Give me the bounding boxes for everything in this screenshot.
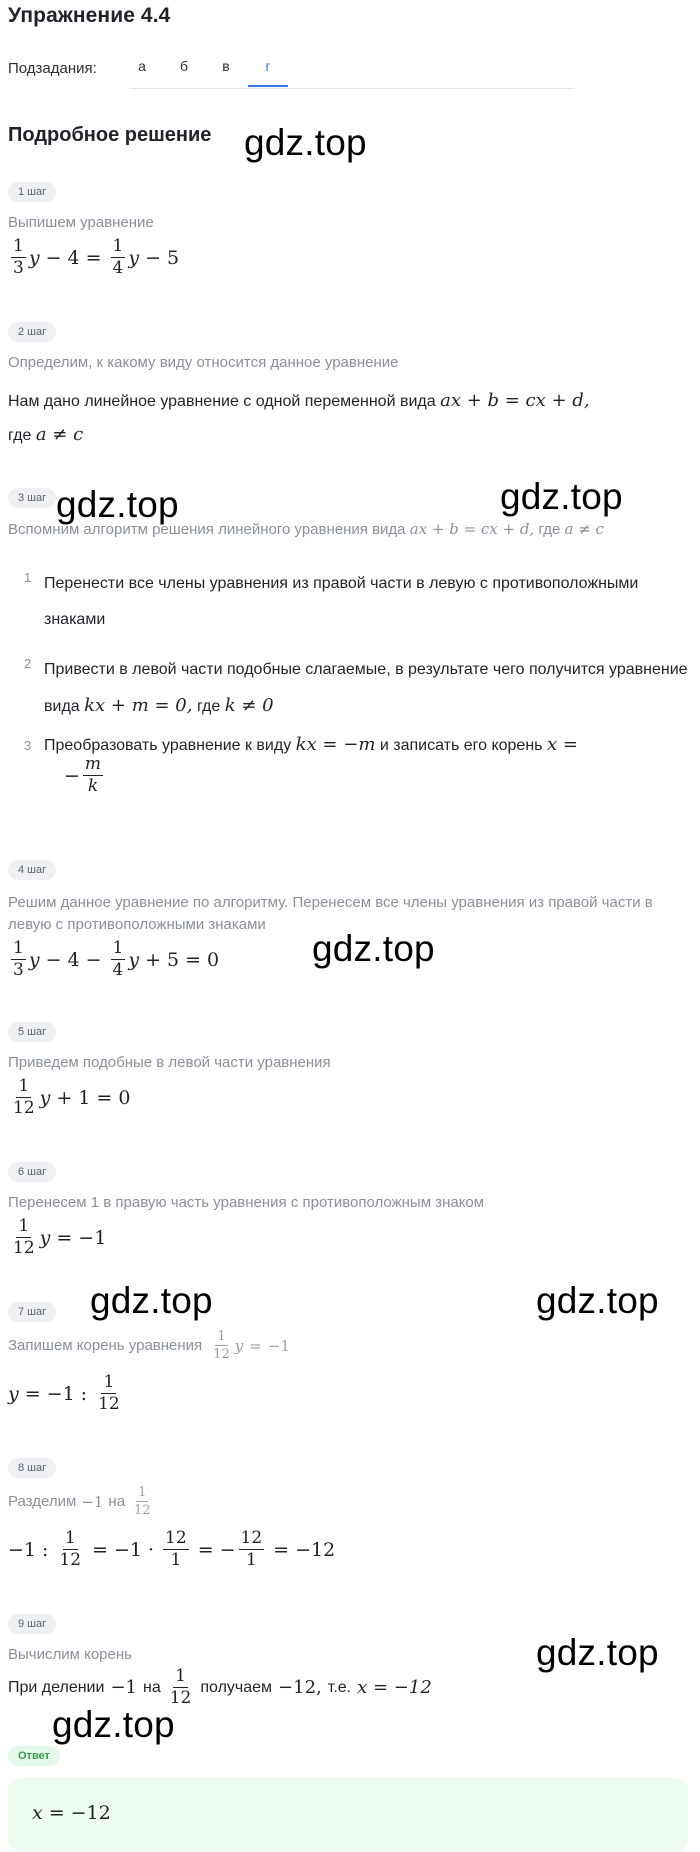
step-formula: $\frac{1}{3}$ y − 4 − $\frac{1}{4}$ y + 5 = 0 — [13, 938, 220, 980]
watermark: gdz.top — [536, 1632, 659, 1673]
step-text: где a ≠ c — [8, 424, 84, 445]
list-formula: − $\frac{m}{k}$ — [64, 754, 102, 796]
step-badge: 5 шаг — [8, 1022, 56, 1042]
subtask-tab-g[interactable]: г — [256, 58, 280, 74]
watermark: gdz.top — [90, 1280, 213, 1321]
step-caption: Вычислим корень — [8, 1646, 132, 1663]
list-number: 2 — [24, 656, 32, 671]
step-caption: Определим, к какому виду относится данное уравнение — [8, 354, 399, 371]
watermark: gdz.top — [52, 1704, 175, 1745]
subtask-tabs — [130, 58, 574, 89]
step-caption: Разделим −1 на $\frac{1}{12}$ — [8, 1485, 151, 1518]
fraction: $\frac{m}{k}$ — [84, 754, 102, 796]
list-number: 3 — [24, 738, 32, 753]
fraction: $\frac{1}{4}$ — [112, 236, 124, 278]
subtask-tab-v[interactable]: в — [222, 58, 230, 74]
step-badge: 9 шаг — [8, 1614, 56, 1634]
watermark: gdz.top — [536, 1280, 659, 1321]
subtask-tab-a[interactable]: а — [138, 58, 146, 74]
solution-title: Подробное решение — [8, 124, 212, 146]
step-caption: Запишем корень уравнения $\frac{1}{12}$ y = −1 — [8, 1329, 290, 1362]
step-badge: 6 шаг — [8, 1162, 56, 1182]
step-formula: −1 : $\frac{1}{12}$ = −1 · $\frac{12}{1}$ = − $\frac{12}{1}$ = −12 — [8, 1528, 336, 1570]
step-caption: Перенесем 1 в правую часть уравнения с противоположным знаком — [8, 1194, 485, 1211]
step-text: Нам дано линейное уравнение с одной переменной вида ax + b = cx + d, — [8, 390, 590, 411]
step-badge: 4 шаг — [8, 860, 56, 880]
step-caption: Приведем подобные в левой части уравнения — [8, 1054, 331, 1071]
watermark: gdz.top — [56, 484, 179, 525]
step-caption: Вспомним алгоритм решения линейного уравнения вида ax + b = cx + d, где a ≠ c — [8, 520, 604, 538]
step-formula: $\frac{1}{12}$ y + 1 = 0 — [13, 1076, 131, 1118]
watermark: gdz.top — [500, 476, 623, 517]
list-item: Привести в левой части подобные слагаемые, в результате чего получится уравнение вида kx + m = 0, где k ≠ 0 — [44, 661, 688, 716]
step-formula: y = −1 : $\frac{1}{12}$ — [8, 1372, 120, 1414]
step-badge: 1 шаг — [8, 182, 56, 202]
step-badge: 8 шаг — [8, 1458, 56, 1478]
step-caption: Выпишем уравнение — [8, 214, 154, 231]
page-title: Упражнение 4.4 — [8, 4, 171, 27]
step-formula: $\frac{1}{3}$ y − 4 = $\frac{1}{4}$ y − 5 — [13, 236, 180, 278]
answer-box — [8, 1778, 688, 1852]
subtasks-label: Подзадания: — [8, 60, 97, 77]
step-badge: 7 шаг — [8, 1302, 56, 1322]
step-formula: $\frac{1}{12}$ y = −1 — [13, 1216, 107, 1258]
answer-formula: x = −12 — [32, 1802, 111, 1824]
list-number: 1 — [24, 570, 32, 585]
list-item: Перенести все члены уравнения из правой части в левую с противоположными знаками — [44, 575, 639, 628]
answer-badge: Ответ — [8, 1746, 60, 1766]
watermark: gdz.top — [244, 122, 367, 163]
step-badge: 3 шаг — [8, 488, 56, 508]
fraction: $\frac{1}{3}$ — [13, 236, 24, 278]
step-text: При делении −1 на $\frac{1}{12}$ получаем −12, т.е. x = −12 — [8, 1666, 432, 1708]
subtask-tab-b[interactable]: б — [179, 58, 189, 74]
watermark: gdz.top — [312, 928, 435, 969]
step-badge: 2 шаг — [8, 322, 56, 342]
step-caption: Решим данное уравнение по алгоритму. Перенесем все члены уравнения из правой части в левую с противоположными знаками — [8, 894, 653, 933]
list-item: Преобразовать уравнение к виду kx = −m и записать его корень x = — [44, 734, 578, 755]
